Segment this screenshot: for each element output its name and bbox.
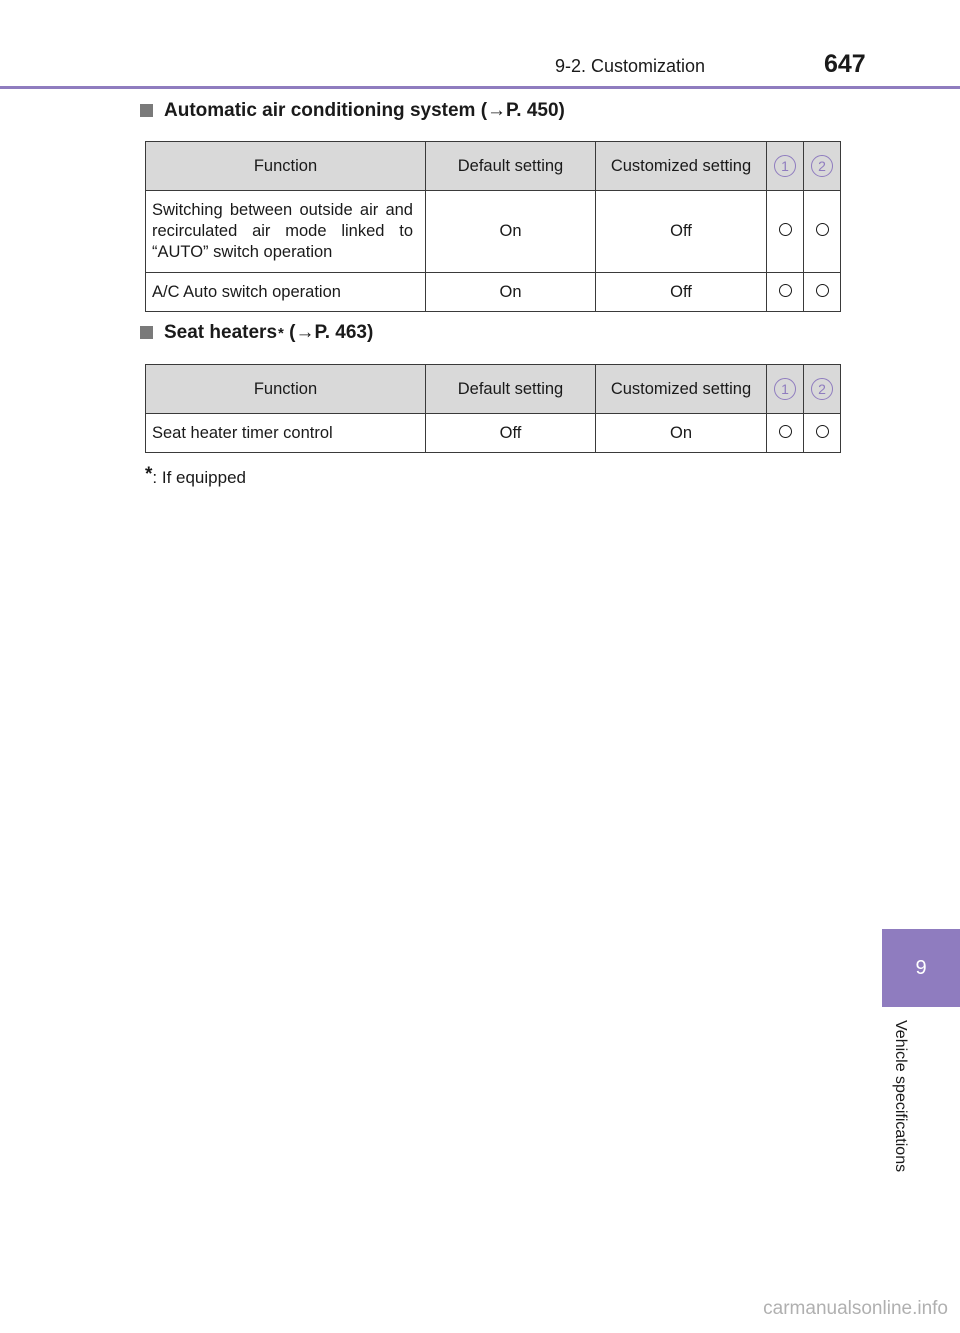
section-paren: ( xyxy=(283,322,296,343)
header-method-1 xyxy=(767,142,804,191)
circle-mark-icon xyxy=(779,425,792,438)
square-bullet-icon xyxy=(140,326,153,339)
circle-mark-icon xyxy=(816,223,829,236)
section-heading-air-conditioning xyxy=(140,100,565,122)
method-1-cell xyxy=(767,414,804,453)
header-rule xyxy=(0,86,960,89)
seat-heaters-settings-table xyxy=(145,364,841,453)
page-reference-link[interactable]: P. 463) xyxy=(314,322,374,343)
footnote-text: : If equipped xyxy=(152,468,246,487)
default-setting-cell: On xyxy=(426,191,596,273)
header-default-setting: Default setting xyxy=(426,142,596,191)
section-title: Automatic air conditioning system ( xyxy=(164,100,488,121)
number-2-icon: 2 xyxy=(811,378,833,400)
header-method-2 xyxy=(804,142,841,191)
header-function: Function xyxy=(146,142,426,191)
circle-mark-icon xyxy=(816,425,829,438)
number-1-icon: 1 xyxy=(774,378,796,400)
table-row xyxy=(146,414,841,453)
customized-setting-cell: On xyxy=(596,414,767,453)
number-1-icon: 1 xyxy=(774,155,796,177)
header-default-setting: Default setting xyxy=(426,365,596,414)
square-bullet-icon xyxy=(140,104,153,117)
section-header: 9-2. Customization xyxy=(555,56,706,76)
watermark: carmanualsonline.info xyxy=(763,1298,948,1319)
section-title: Seat heaters xyxy=(164,322,278,343)
method-2-cell xyxy=(804,191,841,273)
air-conditioning-settings-table xyxy=(145,141,841,312)
method-2-cell xyxy=(804,414,841,453)
chapter-number: 9 xyxy=(915,956,927,979)
number-2-icon: 2 xyxy=(811,155,833,177)
method-2-cell xyxy=(804,273,841,312)
table-header-row xyxy=(146,365,841,414)
footnote-star-icon: * xyxy=(278,325,284,342)
arrow-icon: → xyxy=(295,322,315,343)
circle-mark-icon xyxy=(779,223,792,236)
section-heading-seat-heaters xyxy=(140,322,373,344)
arrow-icon: → xyxy=(487,100,507,121)
circle-mark-icon xyxy=(779,284,792,297)
customized-setting-cell: Off xyxy=(596,191,767,273)
circle-mark-icon xyxy=(816,284,829,297)
default-setting-cell: On xyxy=(426,273,596,312)
chapter-label: Vehicle specifications xyxy=(892,1020,909,1173)
page-reference-link[interactable]: P. 450) xyxy=(506,100,565,121)
chapter-tab[interactable] xyxy=(882,929,960,1007)
header-customized-setting: Customized setting xyxy=(596,142,767,191)
footnote xyxy=(145,464,246,488)
method-1-cell xyxy=(767,273,804,312)
function-cell: A/C Auto switch operation xyxy=(146,273,426,312)
header-method-1 xyxy=(767,365,804,414)
default-setting-cell: Off xyxy=(426,414,596,453)
table-row xyxy=(146,273,841,312)
customized-setting-cell: Off xyxy=(596,273,767,312)
method-1-cell xyxy=(767,191,804,273)
table-row xyxy=(146,191,841,273)
header-method-2 xyxy=(804,365,841,414)
page-number: 647 xyxy=(824,50,866,78)
function-cell: Switching between outside air and recirculated air mode linked to “AUTO” switch operation xyxy=(146,191,426,273)
table-header-row xyxy=(146,142,841,191)
footnote-star-icon: * xyxy=(145,464,153,485)
header-customized-setting: Customized setting xyxy=(596,365,767,414)
function-cell: Seat heater timer control xyxy=(146,414,426,453)
header-function: Function xyxy=(146,365,426,414)
